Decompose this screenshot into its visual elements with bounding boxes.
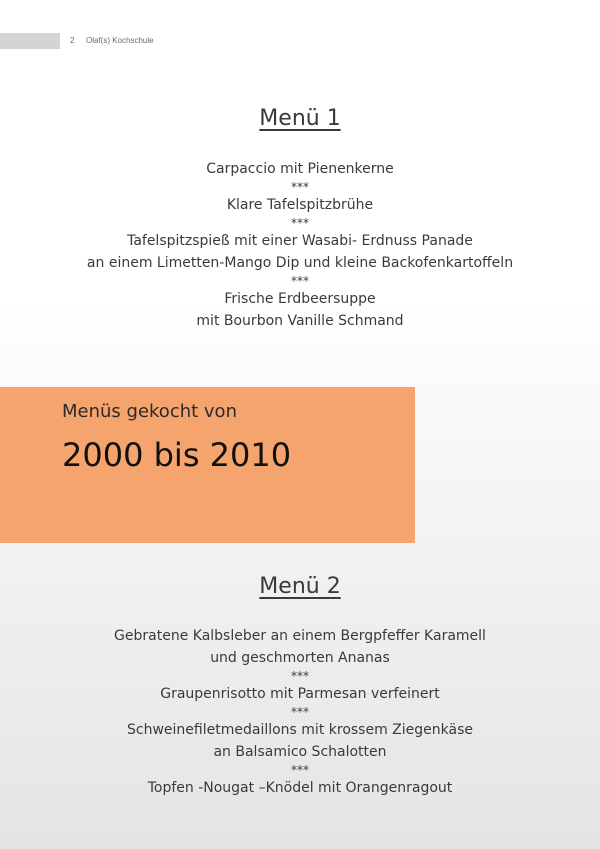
menu2-separator: *** bbox=[291, 705, 309, 719]
menu2-course-line: und geschmorten Ananas bbox=[210, 650, 390, 666]
menu2-course-line: Graupenrisotto mit Parmesan verfeinert bbox=[160, 686, 440, 702]
menu1-separator: *** bbox=[291, 274, 309, 288]
menu2-course-line: an Balsamico Schalotten bbox=[213, 744, 387, 760]
menu1-title: Menü 1 bbox=[259, 106, 341, 131]
menu2-body bbox=[0, 625, 600, 799]
header-accent-bar bbox=[0, 33, 60, 49]
menu2-separator: *** bbox=[291, 669, 309, 683]
menu1-course-line: Klare Tafelspitzbrühe bbox=[226, 197, 374, 213]
menu1-body bbox=[0, 158, 600, 332]
menu1-course-line: Frische Erdbeersuppe bbox=[224, 291, 376, 307]
menu1-course-line: an einem Limetten-Mango Dip und kleine Backofenkartoffeln bbox=[86, 255, 514, 271]
banner-date-range: 2000 bis 2010 bbox=[62, 436, 292, 474]
menu2-course-line: Gebratene Kalbsleber an einem Bergpfeffer Karamell bbox=[114, 628, 486, 644]
menu1-course-line: Tafelspitzspieß mit einer Wasabi- Erdnuss Panade bbox=[127, 233, 473, 249]
page-number: 2 bbox=[70, 36, 75, 45]
menu2-separator: *** bbox=[291, 763, 309, 777]
menu1-separator: *** bbox=[291, 180, 309, 194]
banner-subtitle: Menüs gekocht von bbox=[62, 401, 237, 422]
menu1-separator: *** bbox=[291, 216, 309, 230]
menu1-course-line: mit Bourbon Vanille Schmand bbox=[196, 313, 404, 329]
menu2-title: Menü 2 bbox=[259, 574, 341, 599]
menu1-course-line: Carpaccio mit Pienenkerne bbox=[206, 161, 394, 177]
header-title: Olaf(s) Kochschule bbox=[86, 36, 154, 45]
menu2-course-line: Topfen -Nougat –Knödel mit Orangenragout bbox=[147, 780, 453, 796]
menu2-course-line: Schweinefiletmedaillons mit krossem Ziegenkäse bbox=[127, 722, 473, 738]
